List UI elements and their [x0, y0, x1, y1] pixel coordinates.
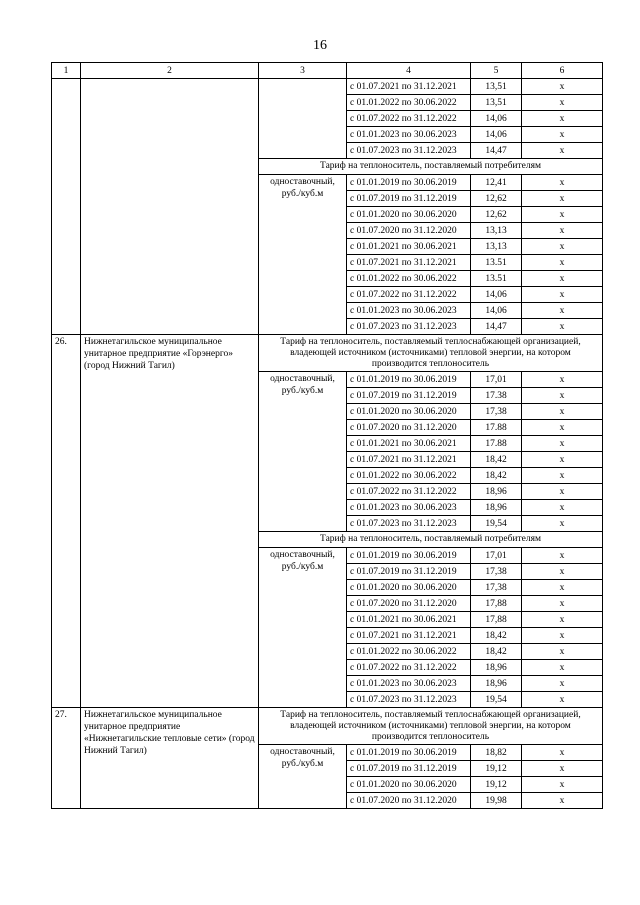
period-cell: с 01.07.2020 по 31.12.2020 — [347, 793, 471, 809]
entry-number-cell: 26. — [52, 335, 81, 708]
period-cell: с 01.01.2022 по 30.06.2022 — [347, 468, 471, 484]
value-cell: 19,12 — [471, 777, 522, 793]
col6-cell: х — [522, 191, 603, 207]
unit-label-tariff-type: одноставочный, — [270, 177, 335, 187]
col6-cell: х — [522, 436, 603, 452]
col6-cell: х — [522, 612, 603, 628]
period-cell: с 01.01.2019 по 30.06.2019 — [347, 372, 471, 388]
value-cell: 17,88 — [471, 612, 522, 628]
col6-cell: х — [522, 287, 603, 303]
col6-cell: х — [522, 111, 603, 127]
tariff-table — [51, 62, 603, 809]
unit-cell — [259, 79, 347, 159]
value-cell: 17.38 — [471, 388, 522, 404]
period-cell: с 01.01.2023 по 30.06.2023 — [347, 303, 471, 319]
unit-cell — [259, 372, 347, 532]
col6-cell: х — [522, 452, 603, 468]
value-cell: 18,42 — [471, 644, 522, 660]
period-cell: с 01.07.2019 по 31.12.2019 — [347, 564, 471, 580]
value-cell: 19,12 — [471, 761, 522, 777]
col6-cell: х — [522, 692, 603, 708]
unit-cell — [259, 548, 347, 708]
period-cell: с 01.07.2019 по 31.12.2019 — [347, 761, 471, 777]
col6-cell: х — [522, 548, 603, 564]
column-header: 2 — [81, 63, 259, 79]
col6-cell: х — [522, 484, 603, 500]
period-cell: с 01.07.2021 по 31.12.2021 — [347, 79, 471, 95]
col6-cell: х — [522, 596, 603, 612]
col6-cell: х — [522, 79, 603, 95]
unit-cell — [259, 175, 347, 335]
tariff-section-title: Тариф на теплоноситель, поставляемый потребителям — [259, 532, 603, 548]
period-cell: с 01.01.2020 по 30.06.2020 — [347, 580, 471, 596]
value-cell: 17.88 — [471, 420, 522, 436]
value-cell: 18,42 — [471, 452, 522, 468]
entry-number-cell — [52, 79, 81, 335]
period-cell: с 01.01.2020 по 30.06.2020 — [347, 207, 471, 223]
value-cell: 18,96 — [471, 484, 522, 500]
value-cell: 13,51 — [471, 95, 522, 111]
value-cell: 19,54 — [471, 692, 522, 708]
col6-cell: х — [522, 271, 603, 287]
col6-cell: х — [522, 777, 603, 793]
org-cell: Нижнетагильское муниципальное унитарное предприятие «Горэнерго» (город Нижний Тагил) — [81, 335, 259, 708]
column-header: 6 — [522, 63, 603, 79]
value-cell: 17,01 — [471, 372, 522, 388]
col6-cell: х — [522, 644, 603, 660]
period-cell: с 01.01.2023 по 30.06.2023 — [347, 500, 471, 516]
tariff-section-title: Тариф на теплоноситель, поставляемый потребителям — [259, 159, 603, 175]
col6-cell: х — [522, 255, 603, 271]
value-cell: 18,96 — [471, 500, 522, 516]
entry-number-cell: 27. — [52, 708, 81, 809]
value-cell: 18,96 — [471, 660, 522, 676]
unit-label-tariff-type: одноставочный, — [270, 374, 335, 384]
unit-label-measure: руб./куб.м — [281, 759, 324, 769]
value-cell: 14,06 — [471, 127, 522, 143]
table-row — [52, 79, 603, 95]
col6-cell: х — [522, 516, 603, 532]
period-cell: с 01.07.2021 по 31.12.2021 — [347, 255, 471, 271]
value-cell: 14,06 — [471, 303, 522, 319]
unit-label-measure: руб./куб.м — [281, 189, 324, 199]
col6-cell: х — [522, 127, 603, 143]
period-cell: с 01.01.2021 по 30.06.2021 — [347, 436, 471, 452]
period-cell: с 01.01.2019 по 30.06.2019 — [347, 175, 471, 191]
col6-cell: х — [522, 207, 603, 223]
period-cell: с 01.01.2019 по 30.06.2019 — [347, 548, 471, 564]
unit-label-measure: руб./куб.м — [281, 562, 324, 572]
period-cell: с 01.01.2021 по 30.06.2021 — [347, 239, 471, 255]
value-cell: 14,47 — [471, 143, 522, 159]
period-cell: с 01.01.2020 по 30.06.2020 — [347, 404, 471, 420]
period-cell: с 01.01.2019 по 30.06.2019 — [347, 745, 471, 761]
period-cell: с 01.07.2020 по 31.12.2020 — [347, 420, 471, 436]
value-cell: 14,06 — [471, 287, 522, 303]
value-cell: 13.51 — [471, 255, 522, 271]
value-cell: 14,06 — [471, 111, 522, 127]
tariff-section-title: Тариф на теплоноситель, поставляемый теплоснабжающей организацией, владеющей источником (источниками) тепловой энергии, на котором производится теплоноситель — [259, 708, 603, 745]
value-cell: 17,38 — [471, 564, 522, 580]
period-cell: с 01.07.2020 по 31.12.2020 — [347, 223, 471, 239]
period-cell: с 01.07.2022 по 31.12.2022 — [347, 287, 471, 303]
col6-cell: х — [522, 580, 603, 596]
unit-cell — [259, 745, 347, 809]
value-cell: 19,98 — [471, 793, 522, 809]
col6-cell: х — [522, 660, 603, 676]
col6-cell: х — [522, 420, 603, 436]
value-cell: 19,54 — [471, 516, 522, 532]
col6-cell: х — [522, 761, 603, 777]
column-header: 4 — [347, 63, 471, 79]
period-cell: с 01.07.2019 по 31.12.2019 — [347, 388, 471, 404]
column-header: 3 — [259, 63, 347, 79]
period-cell: с 01.01.2022 по 30.06.2022 — [347, 644, 471, 660]
value-cell: 17.88 — [471, 436, 522, 452]
period-cell: с 01.07.2019 по 31.12.2019 — [347, 191, 471, 207]
value-cell: 17,88 — [471, 596, 522, 612]
col6-cell: х — [522, 95, 603, 111]
value-cell: 17,38 — [471, 580, 522, 596]
col6-cell: х — [522, 676, 603, 692]
value-cell: 18,96 — [471, 676, 522, 692]
unit-label-measure: руб./куб.м — [281, 386, 324, 396]
value-cell: 17,01 — [471, 548, 522, 564]
section-header-row — [52, 335, 603, 372]
column-header: 1 — [52, 63, 81, 79]
col6-cell: х — [522, 388, 603, 404]
col6-cell: х — [522, 745, 603, 761]
col6-cell: х — [522, 175, 603, 191]
tariff-section-title: Тариф на теплоноситель, поставляемый теплоснабжающей организацией, владеющей источником (источниками) тепловой энергии, на котором производится теплоноситель — [259, 335, 603, 372]
period-cell: с 01.01.2023 по 30.06.2023 — [347, 676, 471, 692]
value-cell: 13,13 — [471, 239, 522, 255]
period-cell: с 01.01.2023 по 30.06.2023 — [347, 127, 471, 143]
period-cell: с 01.07.2023 по 31.12.2023 — [347, 692, 471, 708]
value-cell: 12,41 — [471, 175, 522, 191]
period-cell: с 01.01.2021 по 30.06.2021 — [347, 612, 471, 628]
unit-label-tariff-type: одноставочный, — [270, 550, 335, 560]
org-cell — [81, 79, 259, 335]
period-cell: с 01.01.2020 по 30.06.2020 — [347, 777, 471, 793]
col6-cell: х — [522, 468, 603, 484]
period-cell: с 01.01.2022 по 30.06.2022 — [347, 95, 471, 111]
period-cell: с 01.07.2021 по 31.12.2021 — [347, 628, 471, 644]
value-cell: 12,62 — [471, 207, 522, 223]
col6-cell: х — [522, 793, 603, 809]
col6-cell: х — [522, 404, 603, 420]
col6-cell: х — [522, 372, 603, 388]
value-cell: 13,51 — [471, 79, 522, 95]
value-cell: 14,47 — [471, 319, 522, 335]
org-cell: Нижнетагильское муниципальное унитарное предприятие «Нижнетагильские тепловые сети» (город Нижний Тагил) — [81, 708, 259, 809]
value-cell: 13,13 — [471, 223, 522, 239]
period-cell: с 01.07.2023 по 31.12.2023 — [347, 319, 471, 335]
period-cell: с 01.01.2022 по 30.06.2022 — [347, 271, 471, 287]
header-row — [52, 63, 603, 79]
value-cell: 12,62 — [471, 191, 522, 207]
col6-cell: х — [522, 143, 603, 159]
period-cell: с 01.07.2021 по 31.12.2021 — [347, 452, 471, 468]
period-cell: с 01.07.2022 по 31.12.2022 — [347, 484, 471, 500]
period-cell: с 01.07.2023 по 31.12.2023 — [347, 516, 471, 532]
unit-label-tariff-type: одноставочный, — [270, 747, 335, 757]
value-cell: 17,38 — [471, 404, 522, 420]
value-cell: 18,42 — [471, 468, 522, 484]
col6-cell: х — [522, 564, 603, 580]
col6-cell: х — [522, 223, 603, 239]
period-cell: с 01.07.2020 по 31.12.2020 — [347, 596, 471, 612]
period-cell: с 01.07.2022 по 31.12.2022 — [347, 660, 471, 676]
col6-cell: х — [522, 303, 603, 319]
value-cell: 18,42 — [471, 628, 522, 644]
period-cell: с 01.07.2022 по 31.12.2022 — [347, 111, 471, 127]
column-header: 5 — [471, 63, 522, 79]
value-cell: 13.51 — [471, 271, 522, 287]
period-cell: с 01.07.2023 по 31.12.2023 — [347, 143, 471, 159]
col6-cell: х — [522, 628, 603, 644]
section-header-row — [52, 708, 603, 745]
page-number: 16 — [313, 38, 327, 53]
value-cell: 18,82 — [471, 745, 522, 761]
col6-cell: х — [522, 500, 603, 516]
col6-cell: х — [522, 319, 603, 335]
col6-cell: х — [522, 239, 603, 255]
